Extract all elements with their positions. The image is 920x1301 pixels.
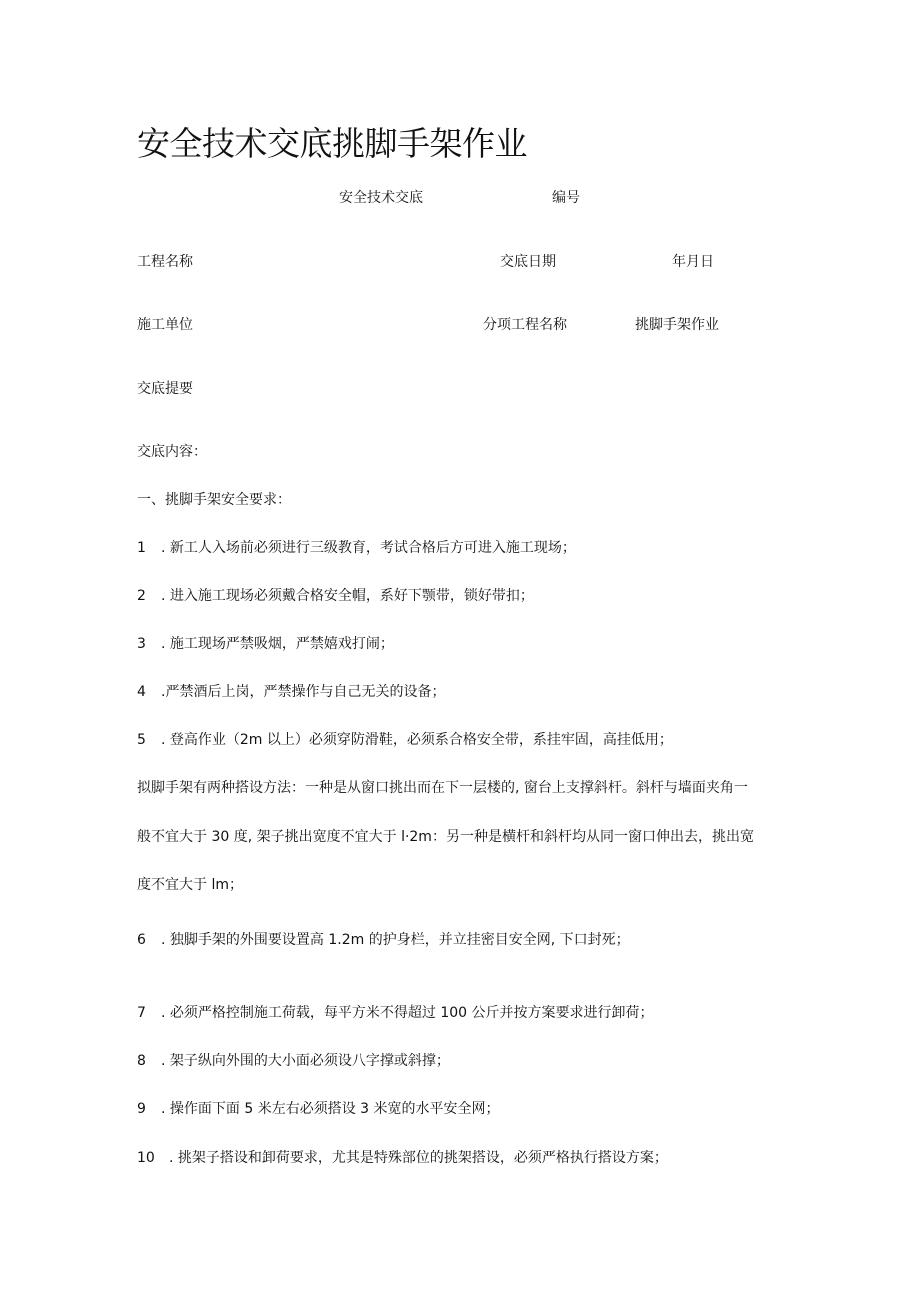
list-item-text: . 操作面下面 5 米左右必须搭设 3 米宽的水平安全网；	[161, 1101, 500, 1117]
list-item-text: . 独脚手架的外围要设置高 1.2m 的护身栏，并立挂密目安全网, 下口封死；	[161, 932, 630, 948]
list-item-text: .严禁酒后上岗，严禁操作与自己无关的设备；	[161, 684, 446, 700]
list-item-text: . 挑架子搭设和卸荷要求，尤其是特殊部位的挑架搭设，必须严格执行搭设方案；	[169, 1150, 668, 1166]
date-value: 年月日	[672, 254, 714, 270]
list-item	[137, 683, 445, 701]
list-item-number: 5	[137, 732, 146, 748]
list-item	[137, 931, 630, 949]
list-item	[137, 1004, 654, 1022]
list-item-number: 3	[137, 636, 146, 652]
sub-project-label: 分项工程名称	[483, 317, 567, 333]
list-item	[137, 539, 576, 557]
list-item-text: . 登高作业（2m 以上）必须穿防滑鞋，必须系合格安全带，系挂牢固，高挂低用；	[161, 732, 673, 748]
list-item-number: 1	[137, 540, 146, 556]
list-item-text: . 进入施工现场必须戴合格安全帽，系好下颚带，锁好带扣；	[161, 588, 534, 604]
paragraph-line: 般不宜大于 30 度, 架子挑出宽度不宜大于 l·2m：另一种是横杆和斜杆均从同一窗口伸出去，挑出宽	[137, 829, 754, 845]
list-item	[137, 1052, 450, 1070]
content-label: 交底内容：	[137, 444, 207, 460]
list-item-number: 9	[137, 1101, 146, 1117]
number-label: 编号	[552, 190, 580, 206]
list-item-text: . 必须严格控制施工荷载，每平方米不得超过 100 公斤并按方案要求进行卸荷；	[161, 1005, 654, 1021]
list-item-number: 8	[137, 1053, 146, 1069]
list-item	[137, 587, 534, 605]
section-heading: 一、挑脚手架安全要求：	[137, 492, 291, 508]
date-label: 交底日期	[500, 254, 556, 270]
project-name-label: 工程名称	[137, 254, 193, 270]
list-item-number: 4	[137, 684, 146, 700]
list-item-text: . 施工现场严禁吸烟，严禁嬉戏打闹；	[161, 636, 394, 652]
list-item-number: 10	[137, 1150, 155, 1166]
list-item-text: . 新工人入场前必须进行三级教育，考试合格后方可进入施工现场；	[161, 540, 576, 556]
summary-label: 交底提要	[137, 381, 193, 397]
list-item-number: 2	[137, 588, 146, 604]
document-title: 安全技术交底挑脚手架作业	[137, 124, 527, 163]
construction-unit-label: 施工单位	[137, 317, 193, 333]
list-item	[137, 635, 394, 653]
list-item	[137, 731, 673, 749]
paragraph-line: 拟脚手架有两种搭设方法：一种是从窗口挑出而在下一层楼的, 窗台上支撑斜杆。斜杆与墙面夹角一	[137, 780, 748, 796]
list-item	[137, 1149, 668, 1167]
list-item	[137, 1100, 500, 1118]
list-item-number: 6	[137, 932, 146, 948]
list-item-number: 7	[137, 1005, 146, 1021]
form-header-label: 安全技术交底	[339, 190, 423, 206]
list-item-text: . 架子纵向外围的大小面必须设八字撑或斜撑；	[161, 1053, 450, 1069]
sub-project-value: 挑脚手架作业	[635, 317, 719, 333]
paragraph-line: 度不宜大于 lm；	[137, 877, 243, 893]
